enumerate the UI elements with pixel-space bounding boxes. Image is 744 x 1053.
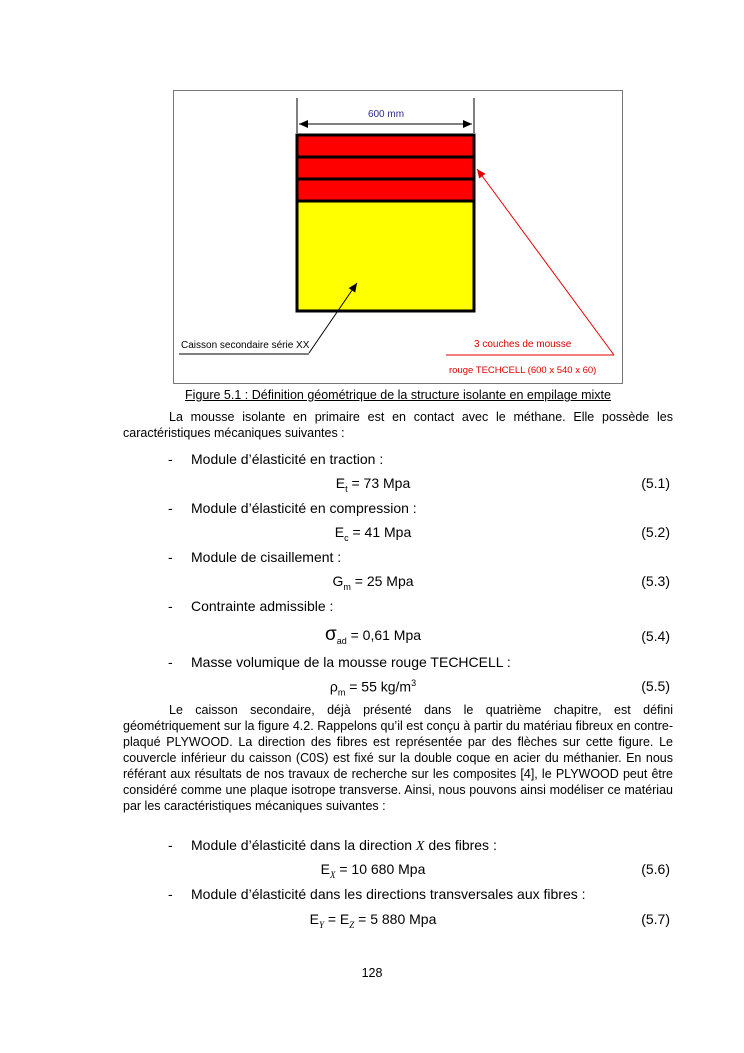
body-paragraph: Le caisson secondaire, déjà présenté dans le quatrième chapitre, est défini géométriquement sur la figure 4.2. Rappelons qu’il est conçu à partir du matériau fibreux en contre-plaqué PLYWOOD. La direction des fibres est représentée par des flèches sur cette figure. Le couvercle inférieur du caisson (C0S) est fixé sur la double coque en acier du méthanier. En nous référant aux résultats de nos travaux de recherche sur les composites [4], le PLYWOOD peut être considéré comme une plaque isotrope transverse. Ainsi, nous pouvons ainsi modéliser ce matériau par les caractéristiques mécaniques suivantes : bbox=[123, 703, 673, 813]
equation-5-4: $\sigma_{ad} = 0,61$ Mpa (5.4) bbox=[324, 624, 670, 646]
left-callout-label: Caisson secondaire série XX bbox=[181, 340, 310, 351]
equation-5-3: $G_m = 25$ Mpa (5.3) bbox=[332, 573, 670, 592]
equation-number: (5.3) bbox=[641, 573, 670, 589]
axis-symbol: X bbox=[415, 839, 425, 854]
foam-layer-3 bbox=[297, 179, 474, 201]
bullet-item: - Module d’élasticité dans les directions transversales aux fibres : bbox=[168, 886, 586, 902]
foam-layer-1 bbox=[297, 135, 474, 157]
bullet-text: Module d’élasticité dans la direction bbox=[191, 837, 413, 853]
bullet-item: - Module de cisaillement : bbox=[168, 549, 342, 565]
bullet-item: - Masse volumique de la mousse rouge TECHCELL : bbox=[168, 654, 511, 670]
equation-5-5: $\rho_m = 55$ $kg/m^3$ (5.5) bbox=[329, 678, 670, 698]
equation-number: (5.2) bbox=[641, 524, 670, 540]
equation-number: (5.6) bbox=[641, 861, 670, 877]
bullet-item: - Contrainte admissible : bbox=[168, 598, 334, 614]
bullet-text: Module d’élasticité en traction : bbox=[191, 451, 384, 467]
bullet-item: - Module d’élasticité en traction : bbox=[168, 451, 384, 467]
plywood-box bbox=[297, 201, 474, 311]
right-callout-arrow bbox=[477, 169, 614, 355]
bullet-text: Contrainte admissible : bbox=[191, 598, 334, 614]
dimension-label: 600 mm bbox=[367, 109, 405, 120]
equation-number: (5.7) bbox=[641, 911, 670, 927]
right-callout-label-2: rouge TECHCELL (600 x 540 x 60) bbox=[449, 365, 597, 376]
bullet-text: Masse volumique de la mousse rouge TECHCELL : bbox=[191, 654, 511, 670]
intro-paragraph: La mousse isolante en primaire est en contact avec le méthane. Elle possède les caractéristiques mécaniques suivantes : bbox=[123, 410, 673, 440]
bullet-text: Module d’élasticité dans les directions transversales aux fibres : bbox=[191, 886, 586, 902]
equation-number: (5.4) bbox=[641, 628, 670, 644]
equation-number: (5.5) bbox=[641, 678, 670, 694]
equation-5-1: $E_t = 73$ Mpa (5.1) bbox=[335, 475, 670, 494]
equation-5-7: $E_Y = E_Z = 5$ 880 Mpa (5.7) bbox=[309, 911, 670, 930]
equation-number: (5.1) bbox=[641, 475, 670, 491]
right-callout-label-1: 3 couches de mousse bbox=[474, 339, 572, 350]
figure-caption: Figure 5.1 : Définition géométrique de la structure isolante en empilage mixte bbox=[185, 388, 611, 402]
figure-diagram bbox=[174, 91, 624, 385]
bullet-item: - Module d’élasticité en compression : bbox=[168, 500, 417, 516]
equation-5-6: $E_X = 10$ 680 Mpa (5.6) bbox=[320, 861, 670, 880]
page-number: 128 bbox=[361, 966, 383, 980]
figure-frame bbox=[173, 90, 623, 384]
bullet-item: - Module d’élasticité dans la direction X des fibres : bbox=[168, 837, 497, 854]
equation-5-2: $E_c = 41$ Mpa (5.2) bbox=[334, 524, 670, 543]
bullet-text: Module d’élasticité en compression : bbox=[191, 500, 417, 516]
foam-layer-2 bbox=[297, 157, 474, 179]
bullet-text: Module de cisaillement : bbox=[191, 549, 342, 565]
